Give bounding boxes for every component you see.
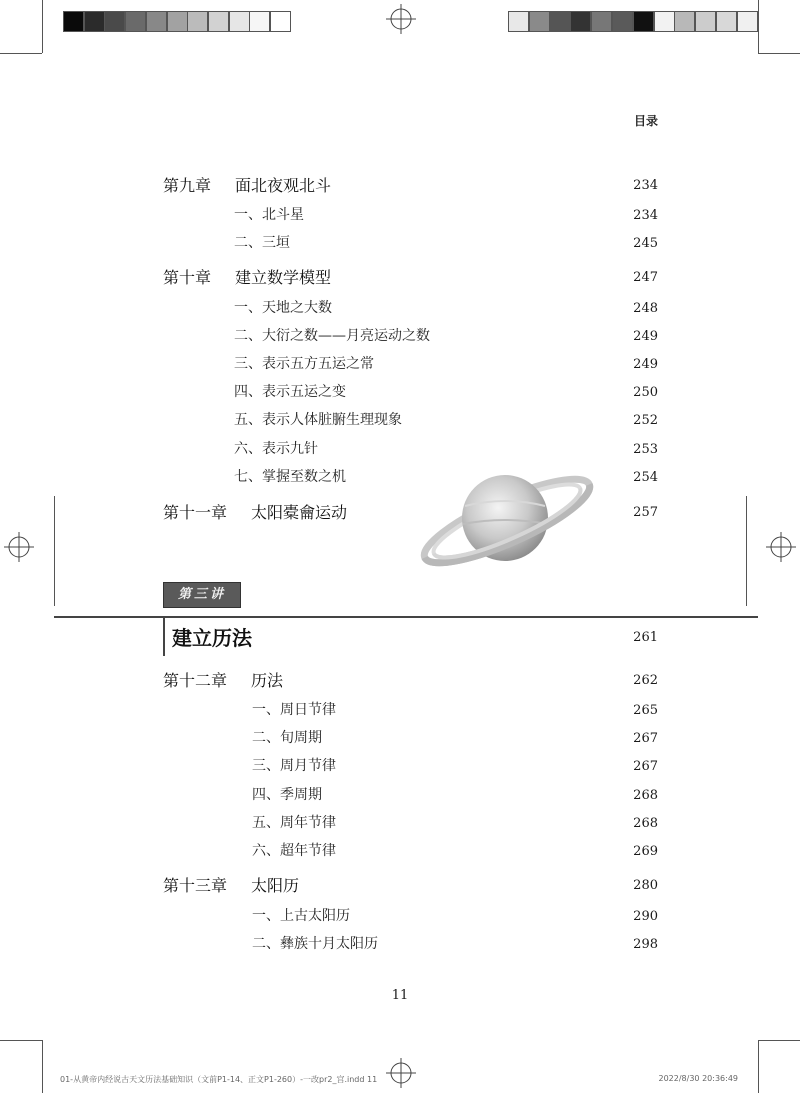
toc-section-title: 六、超年节律 <box>252 843 336 859</box>
slug-filename: 01-从黄帝内经说古天文历法基础知识（文前P1-14、正文P1-260）-一改pr2_宫.indd 11 <box>60 1075 378 1084</box>
toc-chapter-title <box>163 173 331 196</box>
color-swatch <box>570 11 591 32</box>
toc-page-number: 267 <box>633 759 658 774</box>
toc-section-row <box>0 905 800 931</box>
slug-timestamp: 2022/8/30 20:36:49 <box>658 1074 738 1083</box>
toc-page-number: 254 <box>633 470 658 485</box>
color-swatch <box>167 11 188 32</box>
toc-page-number: 249 <box>633 329 658 344</box>
toc-page-number: 253 <box>633 442 658 457</box>
toc-section-row <box>0 755 800 781</box>
running-header: 目录 <box>633 114 658 128</box>
toc-section-title: 一、上古太阳历 <box>252 908 350 924</box>
toc-page-number: 268 <box>633 816 658 831</box>
toc-chapter-name: 建立数学模型 <box>235 268 332 287</box>
toc-chapter-title <box>163 265 331 288</box>
toc-chapter-title <box>163 500 347 523</box>
toc-section-title: 一、北斗星 <box>234 207 304 223</box>
toc-page-number: 247 <box>633 270 658 285</box>
toc-section-row <box>0 438 800 464</box>
toc-section-row <box>0 325 800 351</box>
toc-section-title: 三、周月节律 <box>252 758 336 774</box>
toc-section-row <box>0 812 800 838</box>
saturn-illustration <box>415 466 600 576</box>
toc-chapter-number: 第十二章 <box>163 671 228 690</box>
toc-page-number: 250 <box>633 385 658 400</box>
toc-section-row <box>0 409 800 435</box>
toc-chapter-name: 历法 <box>251 671 284 690</box>
toc-section-title: 二、三垣 <box>234 235 290 251</box>
color-swatch <box>550 11 571 32</box>
toc-section-row <box>0 353 800 379</box>
color-swatch <box>633 11 654 32</box>
toc-section-title: 五、周年节律 <box>252 815 336 831</box>
color-swatch <box>612 11 633 32</box>
toc-section-row <box>0 466 800 492</box>
toc-section-row <box>0 933 800 959</box>
color-swatch <box>695 11 716 32</box>
color-swatch <box>529 11 550 32</box>
toc-section-title: 一、周日节律 <box>252 702 336 718</box>
toc-page-number: 298 <box>633 937 658 952</box>
toc-page-number: 249 <box>633 357 658 372</box>
color-swatch <box>84 11 105 32</box>
color-swatch <box>591 11 612 32</box>
color-swatch <box>125 11 146 32</box>
toc-chapter-number: 第九章 <box>163 176 212 195</box>
toc-page-number: 245 <box>633 236 658 251</box>
toc-page-number: 248 <box>633 301 658 316</box>
toc-chapter-number: 第十三章 <box>163 876 228 895</box>
lecture-rule-vertical <box>163 616 165 656</box>
color-swatch <box>63 11 84 32</box>
toc-chapter-row <box>0 173 800 199</box>
toc-page-number: 234 <box>633 208 658 223</box>
toc-page-number: 267 <box>633 731 658 746</box>
toc-page-number: 290 <box>633 909 658 924</box>
toc-section-title: 七、掌握至数之机 <box>234 469 346 485</box>
toc-page-number: 252 <box>633 413 658 428</box>
toc-page-number: 234 <box>633 178 658 193</box>
color-swatch <box>674 11 695 32</box>
toc-chapter-title <box>163 668 283 691</box>
color-swatch <box>104 11 125 32</box>
toc-page-number: 268 <box>633 788 658 803</box>
toc-section-row <box>0 381 800 407</box>
toc-section-row <box>0 297 800 323</box>
registration-mark-top <box>386 4 416 34</box>
color-swatch <box>208 11 229 32</box>
toc-chapter-row <box>0 873 800 899</box>
toc-section-row <box>0 784 800 810</box>
toc-section-row <box>0 699 800 725</box>
toc-section-row <box>0 204 800 230</box>
color-swatch <box>654 11 675 32</box>
page-number: 11 <box>391 988 409 1003</box>
toc-chapter-row <box>0 668 800 694</box>
color-swatch <box>249 11 270 32</box>
toc-chapter-row <box>0 265 800 291</box>
toc-page-number: 269 <box>633 844 658 859</box>
lecture-tag: 第三讲 <box>163 582 241 608</box>
toc-section-title: 六、表示九针 <box>234 441 318 457</box>
toc-page-number: 280 <box>633 878 658 893</box>
color-swatch <box>187 11 208 32</box>
toc-chapter-name: 太阳历 <box>251 876 300 895</box>
toc-page-number: 265 <box>633 703 658 718</box>
toc-chapter-number: 第十一章 <box>163 503 228 522</box>
toc-section-title: 二、旬周期 <box>252 730 322 746</box>
toc-chapter-row <box>0 500 800 526</box>
toc-section-row <box>0 232 800 258</box>
toc-chapter-number: 第十章 <box>163 268 212 287</box>
color-swatch <box>146 11 167 32</box>
toc-page-number: 262 <box>633 673 658 688</box>
color-swatch <box>737 11 758 32</box>
color-swatch <box>229 11 250 32</box>
toc-section-title: 二、彝族十月太阳历 <box>252 936 378 952</box>
toc-section-row <box>0 840 800 866</box>
registration-mark-left <box>4 532 34 562</box>
toc-section-title: 二、大衍之数——月亮运动之数 <box>234 328 430 344</box>
toc-section-title: 四、表示五运之变 <box>234 384 346 400</box>
toc-page-number: 257 <box>633 505 658 520</box>
toc-section-title: 五、表示人体脏腑生理现象 <box>234 412 402 428</box>
lecture-rule <box>54 616 758 618</box>
color-swatch <box>716 11 737 32</box>
toc-chapter-title <box>163 873 299 896</box>
color-swatch <box>508 11 529 32</box>
toc-section-title: 三、表示五方五运之常 <box>234 356 374 372</box>
toc-section-row <box>0 727 800 753</box>
toc-chapter-name: 面北夜观北斗 <box>235 176 332 195</box>
registration-mark-right <box>766 532 796 562</box>
toc-section-title: 四、季周期 <box>252 787 322 803</box>
toc-chapter-name: 太阳橐龠运动 <box>251 503 348 522</box>
registration-mark-bottom <box>386 1058 416 1088</box>
lecture-page-number: 261 <box>633 630 658 645</box>
toc-section-title: 一、天地之大数 <box>234 300 332 316</box>
color-swatch <box>270 11 291 32</box>
lecture-title: 建立历法 <box>172 626 252 650</box>
